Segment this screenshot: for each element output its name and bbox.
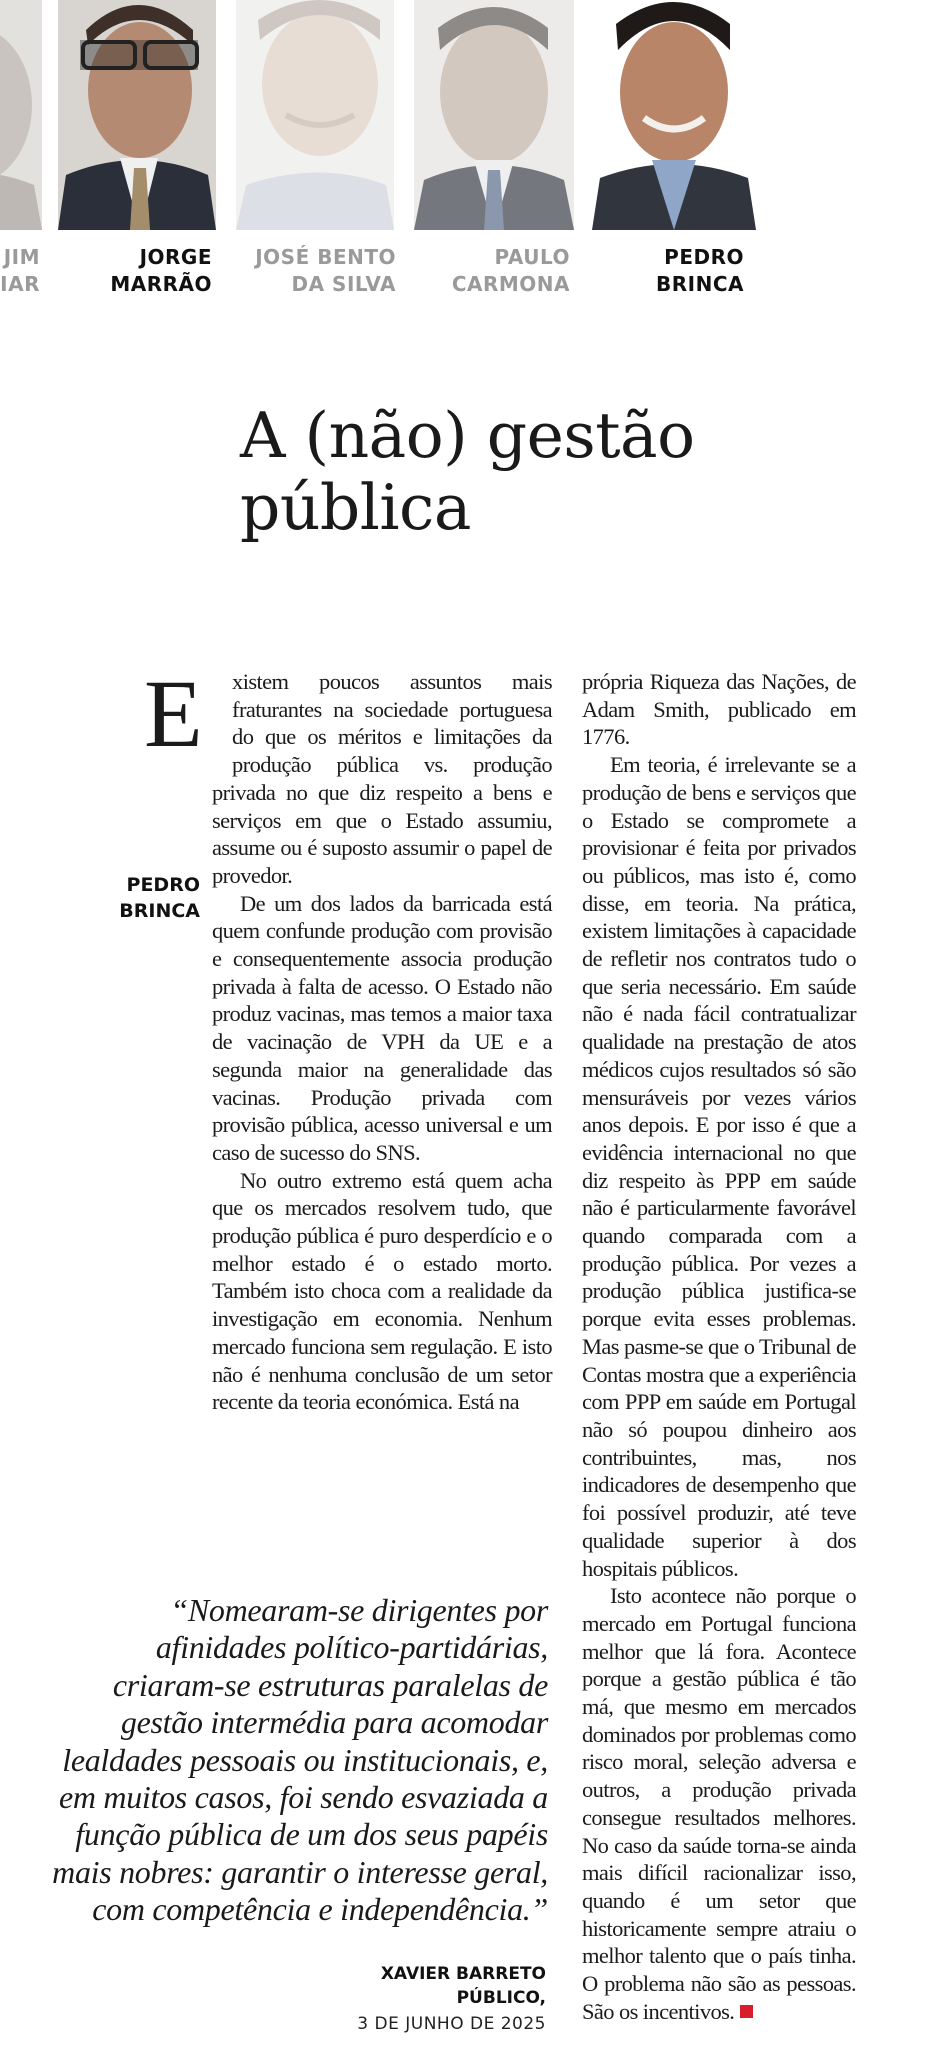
columnist-photo-5 <box>592 0 756 230</box>
paragraph-last: Isto acontece não porque o mercado em Portugal funciona melhor que lá fora. Acontece porque a gestão pública é tão má, que mesmo em mercados dominados por problemas como risco moral, seleção adversa e outros, a produção privada consegue resultados melhores. No caso da saúde torna-se ainda mais difícil racionalizar isso, quando é um setor que historicamente sempre atraiu o melhor talento que o país tinha. O problema não são as pessoas. São os incentivos. <box>582 1583 856 2024</box>
quote-author: XAVIER BARRETO <box>380 1964 546 1984</box>
headline-line-1: A (não) gestão <box>240 399 695 472</box>
columnist-strip <box>0 0 926 330</box>
paragraph: E xistem poucos assuntos mais fraturantes na sociedade portuguesa do que os méritos e limitações da produção pública vs. produção privada no que diz respeito a bens e serviços em que o Estado assumiu, assume ou é suposto assumir o papel de provedor. <box>144 660 552 888</box>
columnist-name-3: JOSÉ BENTO DA SILVA <box>255 245 396 296</box>
end-mark-icon <box>740 2005 753 2018</box>
paragraph: De um dos lados da barricada está quem confunde produção com provisão e consequentemente associa produção privada à falta de acesso. O Estado não produz vacinas, mas temos a maior taxa de vacinação de VPH da UE e a segunda maior na generalidade das vacinas. Produção privada com provisão pública, acesso universal e um caso de sucesso do SNS. <box>212 890 552 1165</box>
byline: PEDRO BRINCA <box>119 874 200 922</box>
columnist-photo-2 <box>58 0 216 230</box>
paragraph: própria Riqueza das Nações, de Adam Smith, publicado em 1776. <box>582 669 856 750</box>
paragraph: No outro extremo está quem acha que os mercados resolvem tudo, que produção pública é puro desperdício e o melhor estado é o estado morto. Também isto choca com a realidade da investigação em economia. Nenhum mercado funciona sem regulação. E isto não é nenhuma conclusão de um setor recente da teoria económica. Está na <box>212 1167 552 1415</box>
columnist-name-5: PEDRO BRINCA <box>656 245 744 296</box>
columnist-photo-1 <box>0 0 42 230</box>
columnist-name-1: JIM IAR <box>0 245 40 296</box>
drop-cap: E <box>144 660 203 767</box>
paragraph: Em teoria, é irrelevante se a produção de bens e serviços que o Estado se compromete a provisionar é feita por privados ou públicos, mas isto é, como disse, em teoria. Na prática, existem limitações à capacidade de refletir nos contratos tudo o que seria necessário. Em saúde não é nada fácil contratualizar qualidade na prestação de atos médicos cujos resultados só são mensuráveis por vezes vários anos depois. E por isso é que a evidência internacional no que diz respeito às PPP em saúde não é particularmente favorável quando comparada com a produção pública. Por vezes a produção pública justifica-se porque evita esses problemas. Mas pasme-se que o Tribunal de Contas mostra que a experiência com PPP em saúde em Portugal não só poupou dinheiro aos contribuintes, mas, nos indicadores de desempenho que foi possível produzir, até teve qualidade superior à dos hospitais públicos. <box>582 752 856 1581</box>
columnist-name-2: JORGE MARRÃO <box>110 245 212 296</box>
columnist-name-4: PAULO CARMONA <box>451 245 570 296</box>
article-column-2 <box>582 668 856 2025</box>
pull-quote-credit <box>260 1962 546 2038</box>
columnist-photo-4 <box>414 0 574 230</box>
quote-date: 3 DE JUNHO DE 2025 <box>357 2014 546 2034</box>
pull-quote: “Nomearam-se dirigentes por afinidades político-partidárias, criaram-se estruturas paralelas de gestão intermédia para acomodar lealdades pessoais ou institucionais, e, em muitos casos, foi sendo esvaziada a função pública de um dos seus papéis mais nobres: garantir o interesse geral, com competência e independência.” <box>52 1592 548 1928</box>
quote-source: PÚBLICO, <box>456 1988 546 2008</box>
article-headline <box>240 400 800 544</box>
headline-line-2: pública <box>240 471 471 544</box>
columnist-photo-3 <box>236 0 394 230</box>
